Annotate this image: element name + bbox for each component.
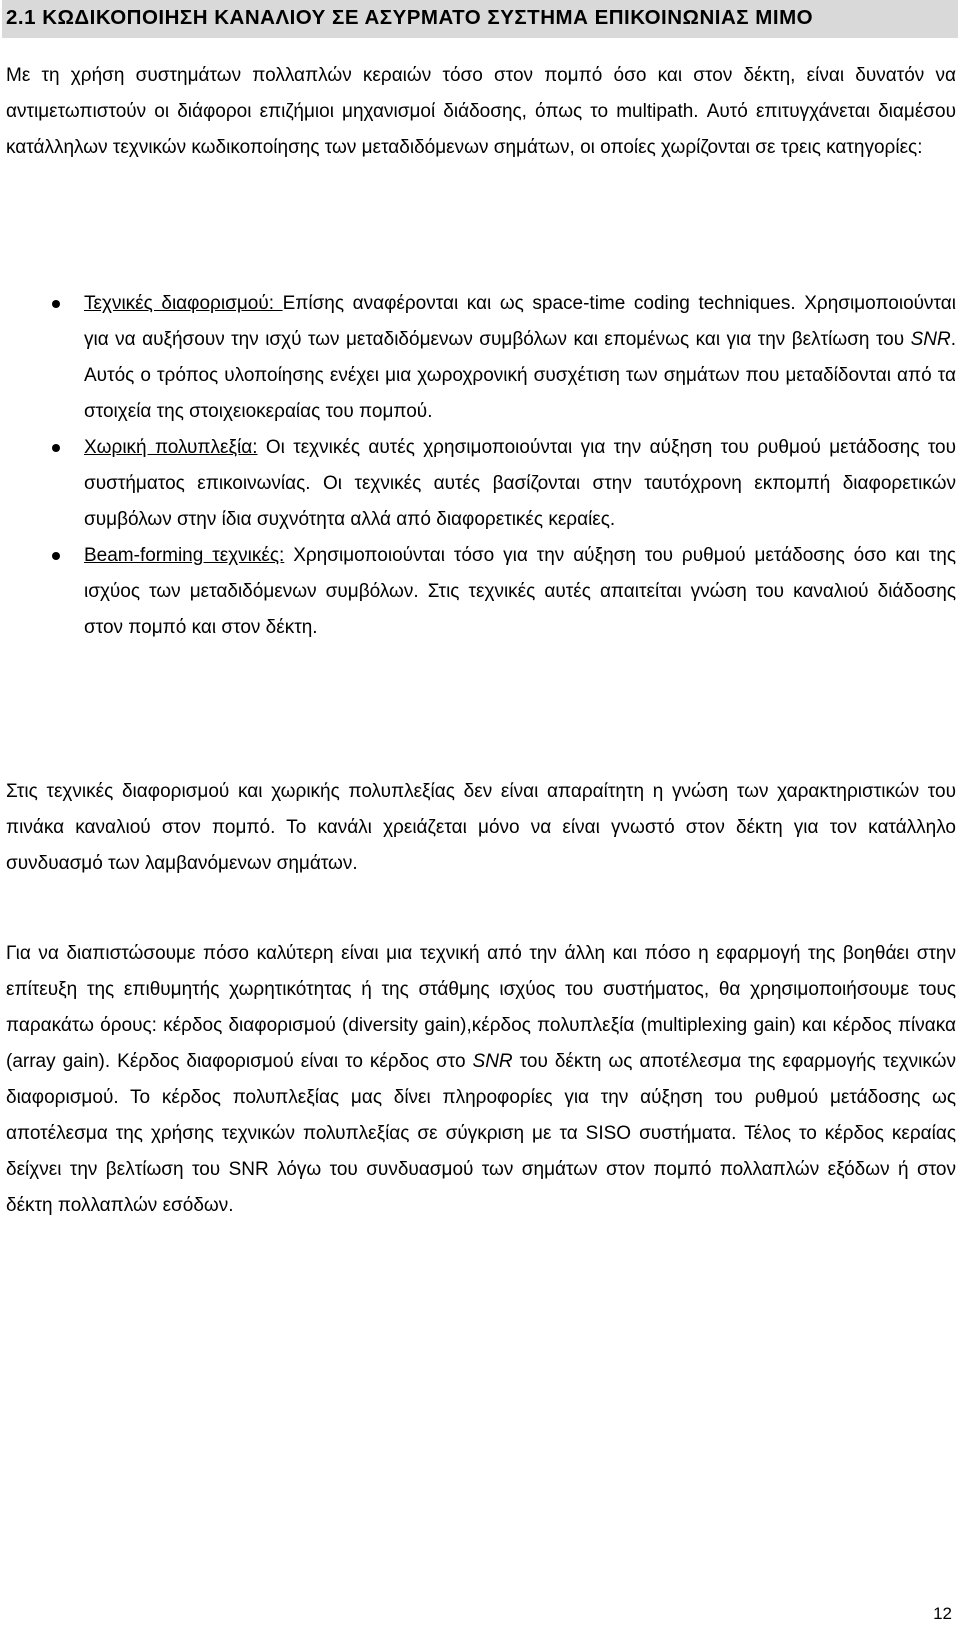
diversity-text-b: . Αυτός ο τρόπος υλοποίησης ενέχει μια χωροχρονική συσχέτιση των σημάτων που μεταδίδονται από τα στοιχεία της στοιχειοκεραίας του πομπού. [84,329,956,422]
bullet-icon [52,300,60,308]
gains-text-a: Για να διαπιστώσουμε πόσο καλύτερη είναι μια τεχνική από την άλλη και πόσο η εφαρμογή της βοηθάει στην επίτευξη της επιθυμητής χωρητικότητας ή της στάθμης ισχύος του συστήματος, θα χρησιμοποιήσουμε τους παρακάτω όρους: κέρδος διαφορισμού (diversity gain),κέρδος πολυπλεξία (multiplexing gain) και κέρδος πίνακα (array gain). Κέρδος διαφορισμού είναι το κέρδος στο [6,943,956,1072]
term-diversity: Τεχνικές διαφορισμού: [84,293,283,314]
term-spatial-multiplexing: Χωρική πολυπλεξία: [84,437,258,458]
snr-abbreviation: SNR [910,329,951,350]
snr-abbreviation: SNR [472,1051,513,1072]
section-heading-bar [2,0,958,38]
list-item-spatial-multiplexing [52,430,956,538]
beamforming-text: Χρησιμοποιούνται τόσο για την αύξηση του ρυθμού μετάδοσης όσο και της ισχύος των μεταδιδόμενων συμβόλων. Στις τεχνικές αυτές απαιτείται γνώση του καναλιού διάδοσης στον πομπό και στον δέκτη. [84,545,956,638]
page-number: 12 [933,1604,952,1623]
spatial-multiplexing-text: Οι τεχνικές αυτές χρησιμοποιούνται για την αύξηση του ρυθμού μετάδοσης του συστήματος επικοινωνίας. Οι τεχνικές αυτές βασίζονται στην ταυτόχρονη εκπομπή διαφορετικών συμβόλων στην ίδια συχνότητα αλλά από διαφορετικές κεραίες. [84,437,957,530]
paragraph-gains [6,936,956,1224]
bullet-icon [52,444,60,452]
bullet-icon [52,552,60,560]
technique-list [52,286,956,646]
diversity-text-a: Επίσης αναφέρονται και ως space-time coding techniques. Χρησιμοποιούνται για να αυξήσουν την ισχύ των μεταδιδόμενων συμβόλων και επομένως και για την βελτίωση του [84,293,956,350]
list-item-diversity [52,286,956,430]
gains-text-b: του δέκτη ως αποτέλεσμα της εφαρμογής τεχνικών διαφορισμού. Το κέρδος πολυπλεξίας μας δίνει πληροφορίες για την αύξηση του ρυθμού μετάδοσης ως αποτέλεσμα της χρήσης τεχνικών πολυπλεξίας σε σύγκριση με τα SISO συστήματα. Τέλος το κέρδος κεραίας δείχνει την βελτίωση του SNR λόγω του συνδυασμού των σημάτων στον πομπό πολλαπλών εξόδων ή στον δέκτη πολλαπλών εσόδων. [6,1051,956,1216]
list-item-beamforming [52,538,956,646]
section-heading: 2.1 ΚΩΔΙΚΟΠΟΙΗΣΗ ΚΑΝΑΛΙΟΥ ΣΕ ΑΣΥΡΜΑΤΟ ΣΥΣΤΗΜΑ ΕΠΙΚΟΙΝΩΝΙΑΣ ΜΙΜΟ [6,6,814,29]
intro-paragraph: Με τη χρήση συστημάτων πολλαπλών κεραιών τόσο στον πομπό όσο και στον δέκτη, είναι δυνατόν να αντιμετωπιστούν οι διάφοροι επιζήμιοι μηχανισμοί διάδοσης, όπως το multipath. Αυτό επιτυγχάνεται διαμέσου κατάλληλων τεχνικών κωδικοποίησης των μεταδιδόμενων σημάτων, οι οποίες χωρίζονται σε τρεις κατηγορίες: [6,65,956,158]
paragraph-channel-knowledge: Στις τεχνικές διαφορισμού και χωρικής πολυπλεξίας δεν είναι απαραίτητη η γνώση των χαρακτηριστικών του πινάκα καναλιού στον πομπό. Το κανάλι χρειάζεται μόνο να είναι γνωστό στον δέκτη για τον κατάλληλο συνδυασμό των λαμβανόμενων σημάτων. [6,781,956,874]
term-beamforming: Beam-forming τεχνικές: [84,545,285,566]
